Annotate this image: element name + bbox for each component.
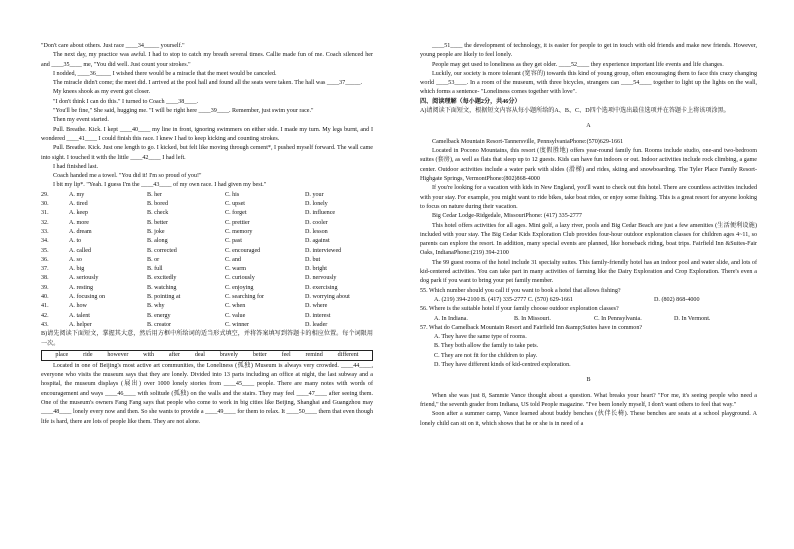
word-box-item: ride <box>83 351 93 358</box>
option: D. bright <box>305 266 328 273</box>
option-row <box>41 321 373 330</box>
passage-b-letter: B <box>586 377 591 384</box>
word-box-item: different <box>337 351 359 358</box>
section-four-title: 四、阅读理解（每小题2分，共46分） <box>420 98 521 105</box>
option: A. how <box>69 303 87 310</box>
paragraph: If you're looking for a vacation with kids in New England, you'll want to check out this hotel. There are countless activities included with your stay. For example, you might want to ride bikes, take boat rides, or enjoy some fishing. This is a great resort for anyone looking to focus on nature during their vacation. <box>420 185 757 210</box>
paragraph: Big Cedar Lodge-Ridgedale, MissouriPhone: (417) 335-2777 <box>432 213 582 220</box>
word-box-item: bravely <box>219 351 239 358</box>
choice[interactable]: C. In Pennsylvania. <box>594 315 642 322</box>
question-number: 29. <box>41 191 49 198</box>
paragraph: People may get used to loneliness as they get older. ____52____ they experience important life events and life changes. <box>432 61 724 68</box>
option: B. her <box>147 191 162 198</box>
choice[interactable]: D. They have different kinds of kid-centred exploration. <box>434 361 571 368</box>
paragraph: Coach handed me a towel. "You did it! I'm so proud of you!" <box>53 173 202 180</box>
option: A. to <box>69 238 82 245</box>
option: D. influence <box>305 210 336 217</box>
option-row <box>41 293 373 302</box>
option-row <box>41 302 373 311</box>
word-box-item: better <box>252 351 267 358</box>
question-number: 39. <box>41 284 49 291</box>
option: A. more <box>69 219 89 226</box>
choice[interactable]: D. (802) 868-4000 <box>654 296 700 303</box>
option: D. exercising <box>305 284 338 291</box>
option: D. leader <box>305 321 328 328</box>
option: C. and <box>225 256 241 263</box>
option: B. corrected <box>147 247 177 254</box>
question-number: 35. <box>41 247 49 254</box>
option: C. winner <box>225 321 250 328</box>
option: A. so <box>69 256 82 263</box>
option: A. talent <box>69 312 90 319</box>
option: C. past <box>225 238 242 245</box>
option: B. watching <box>147 284 177 291</box>
option: B. why <box>147 303 165 310</box>
option: D. lonely <box>305 201 328 208</box>
option-row <box>41 228 373 237</box>
question-number: 30. <box>41 201 49 208</box>
paragraph: "Don't care about others. Just race ____34_____ yourself." <box>41 43 185 49</box>
paragraph: The 99 guest rooms of the hotel include 31 specialty suites. This family-friendly hotel has an indoor pool and water slide, and lots of kid-centered activities. You can take part in many activities of farming like the Dairy Exploration and Crop Exploration. There's even a dog park if you want to bring your pet family member. <box>420 259 757 285</box>
option-row <box>41 200 373 209</box>
option: B. full <box>147 266 163 273</box>
paragraph: I bit my lip*. "Yeah. I guess I'm the ____43____ of my own race. I had given my best." <box>53 182 267 189</box>
option: C. encouraged <box>225 247 261 254</box>
option: B. better <box>147 219 168 226</box>
passage-a <box>420 138 757 287</box>
option: D. cooler <box>305 219 328 226</box>
question-number: 37. <box>41 266 49 273</box>
option: A. helper <box>69 321 92 328</box>
paragraph: Located in one of Beijing's most active art communities, the Loneliness (孤独) Museum is always very crowded. ____44____, everyone who visits the museum says that they are lonely. Divided into 13 parts including an office at night, the last subway and a hospital, the museum displays (展出) over 1000 lonely stories from ____45____ people. There are many notes with words of encouragement and ways ____46____ with solitude (孤独) on the walls and the stairs. They may feel ____47____ after seeing them. One of the museum's owners Fang Fang says that people who come to work in big cities like Beijing, Shanghai and Guangzhou may ____48____ lonely every now and then. So she wants to provide a ____49____ for them to relax. It ____50____ them that even though life is hard, there are lots of people like them. They are not alone. <box>41 362 373 425</box>
choice[interactable]: B. In Missouri. <box>514 315 551 322</box>
option: B. joke <box>147 228 165 235</box>
option: D. interviewed <box>305 247 342 254</box>
option: C. searching for <box>225 294 265 301</box>
question-number: 41. <box>41 303 49 310</box>
choice[interactable]: C. They are not fit for the children to play. <box>434 352 538 359</box>
passage-b2 <box>420 392 757 429</box>
option: D. against <box>305 238 330 245</box>
choice[interactable]: A. They have the same type of rooms. <box>434 334 527 341</box>
question-number: 31. <box>41 210 49 217</box>
option-row <box>41 284 373 293</box>
option-row <box>41 191 373 200</box>
option: C. upset <box>225 201 245 208</box>
question-number: 34. <box>41 238 49 245</box>
paragraph: ____51____ the development of technology, it is easier for people to get in touch with old friends and make new friends. However, young people are likely to feel lonely. <box>420 43 757 59</box>
word-box-item: after <box>168 351 180 358</box>
paragraph: Soon after a summer camp, Vance learned about buddy benches (伙伴长椅). These benches are seats at a school playground. A lonely child can sit on it, which shows that he or she is in need of a <box>420 411 757 427</box>
option: C. value <box>225 312 246 319</box>
paragraph: The next day, my practice was awful. I had to stop to catch my breath several times. Callie made fun of me. Coach silenced her and ____35____ me, "You did well. Just count your strokes." <box>41 52 373 68</box>
question-stem: 56. Where is the suitable hotel if your family choose outdoor exploration classes? <box>420 306 619 313</box>
paragraph: Pull. Breathe. Kick. I kept ____40____ my line in front, ignoring swimmers on either side. I made my turn. My legs burnt, and I wondered ____41____ I could finish this race. I knew I had to keep kicking and counting strokes. <box>41 126 373 142</box>
option: C. when <box>225 303 246 310</box>
option: A. focusing on <box>69 294 106 301</box>
option: B. or <box>147 256 160 263</box>
paragraph: Pull. Breathe. Kick. Just one length to go. I kicked, but felt like moving through cement*, I pushed myself forward. The wall came into sight. I touched it with the little ____42____ I had left. <box>41 145 373 161</box>
question-number: 42. <box>41 312 49 319</box>
option: D. but <box>305 256 321 263</box>
word-box-item: feel <box>281 351 291 358</box>
choice-row <box>420 315 757 324</box>
cloze-passage <box>41 42 373 191</box>
word-box-item: deal <box>194 351 205 358</box>
option: B. check <box>147 210 169 217</box>
choice[interactable]: B. They both allow the family to take pets. <box>434 343 539 350</box>
paragraph: "You'll be fine," She said, hugging me. "I will be right here ____39____. Remember, just swim your race." <box>53 108 314 115</box>
option: B. creator <box>147 321 172 328</box>
option-row <box>41 265 373 274</box>
question-number: 32. <box>41 219 49 226</box>
passage-a-letter: A <box>586 123 591 130</box>
paragraph: This hotel offers activities for all ages. Mini golf, a lazy river, pools and Big Cedar Beach are just a few amenities (生活便利设施) included with your stay. The Big Cedar Kids Exploration Club provides four-hour outdoor exploration classes for children ages 4~11, so parents can explore the resort. In addition, many special events are planned, like horseback riding, boat trips. Fairfield Inn &Suites-Fair Oaks, IndianaPhone:(219) 394-2100 <box>420 222 757 257</box>
option: A. big <box>69 266 85 273</box>
option: B. bored <box>147 201 168 208</box>
passage-b <box>41 362 373 427</box>
choice[interactable]: D. In Vermont. <box>674 315 711 322</box>
paragraph: "I don't think I can do this." I turned to Coach ____38____. <box>53 98 199 105</box>
option: D. lesson <box>305 228 328 235</box>
section-b-title: B)请先阅读下面短文，掌握其大意，然后用方框中所给词的适当形式填空，并将答案填写到答题卡的相应位置。每个词限用一次。 <box>41 331 373 347</box>
option-row <box>41 219 373 228</box>
paragraph: Luckily, our society is more tolerant (宽容的) towards this kind of young group, often encouraging them to face this crazy changing world ____53____. In a room of the museum, with three bicycles, strangers can ____54____ together to light up the lights on the wall, which forms a sentence- "Loneliness comes together with love". <box>420 70 757 96</box>
option: B. pointing at <box>147 294 181 301</box>
option: A. dream <box>69 228 92 235</box>
word-box-item: place <box>55 351 69 358</box>
option-row <box>41 209 373 218</box>
option-row <box>41 312 373 321</box>
word-box-item: with <box>143 351 155 358</box>
option: A. keep <box>69 210 88 217</box>
paragraph: Then my event started. <box>53 117 109 124</box>
left-column <box>41 42 373 427</box>
word-box-item: remind <box>305 351 323 358</box>
choice-row <box>420 296 757 305</box>
paragraph: I had finished last. <box>53 163 99 170</box>
option: D. nervously <box>305 275 337 282</box>
option-row <box>41 274 373 283</box>
question-number: 33. <box>41 228 49 235</box>
option: C. forget <box>225 210 247 217</box>
cloze-options <box>41 191 373 330</box>
question-number: 43. <box>41 321 49 328</box>
option: B. energy <box>147 312 171 319</box>
right-column <box>420 42 757 429</box>
option: D. interest <box>305 312 331 319</box>
choice[interactable]: A. (219) 394-2100 B. (417) 335-2777 C. (570) 629-1661 <box>434 296 573 303</box>
option: A. tired <box>69 201 88 208</box>
question-number: 36. <box>41 256 49 263</box>
option: A. called <box>69 247 91 254</box>
option-row <box>41 237 373 246</box>
question-stem: 57. What do Camelback Mountain Resort and Fairfield Inn &amp;Suites have in common? <box>420 324 643 331</box>
questions <box>420 287 757 371</box>
word-box <box>41 350 373 361</box>
option: A. my <box>69 191 85 198</box>
option: A. resting <box>69 284 94 291</box>
option: C. his <box>225 191 240 198</box>
option: A. seriously <box>69 275 99 282</box>
option: D. where <box>305 303 328 310</box>
question-number: 40. <box>41 294 49 301</box>
passage-b-continued <box>420 42 757 98</box>
option: C. curiously <box>225 275 255 282</box>
word-box-item: however <box>107 351 129 358</box>
option: C. prettier <box>225 219 250 226</box>
paragraph: My knees shook as my event got closer. <box>53 89 151 96</box>
choice[interactable]: A. In Indiana. <box>434 315 468 322</box>
paragraph: Camelback Mountain Resort-Tannersville, PennsylvaniaPhone:(570)629-1661 <box>432 138 624 145</box>
option: D. worrying about <box>305 294 350 301</box>
section-a-title: A)请阅读下面短文，根据短文内容从每小题所给的A、B、C、D四个选项中选出最佳选项并在答题卡上将该项涂黑。 <box>420 108 730 115</box>
option-row <box>41 247 373 256</box>
option: B. excitedly <box>147 275 177 282</box>
paragraph: When she was just 8, Sammie Vance thought about a question. What breaks your heart? "For me, it's seeing people who need a friend," the seventh grader from Indiana, US told People magazine. "I've been lonely myself, I don't want others to feel that way." <box>420 392 757 409</box>
paragraph: The miracle didn't come; the meet did. I arrived at the pool hall and found all the seats were taken. The hall was ____37_____. <box>53 80 362 87</box>
option: C. memory <box>225 228 253 235</box>
paragraph: I nodded, ____36_____ I wished there would be a miracle that the meet would be canceled. <box>53 70 277 77</box>
option: D. your <box>305 191 324 198</box>
option: B. along <box>147 238 168 245</box>
paragraph: Located in Pocono Mountains, this resort (度假胜地) offers year-round family fun. Rooms include studio, one-and two-bedroom suites (套房), as well as flats that sleep up to 12 guests. Kids can have fun indoors or out. Indoor activities include rock climbing, a game center. Outdoor activities include a water park with slides (滑梯) and rides, skiing and snowboarding. The Tyler Place Family Resort-Highgate Springs, VermontPhone:(802)868-4000 <box>420 148 757 183</box>
question-number: 38. <box>41 275 49 282</box>
option-row <box>41 256 373 265</box>
question-stem: 55. Which number should you call if you want to book a hotel that allows fishing? <box>420 287 621 294</box>
option: C. enjoying <box>225 284 254 291</box>
option: C. warm <box>225 266 246 273</box>
